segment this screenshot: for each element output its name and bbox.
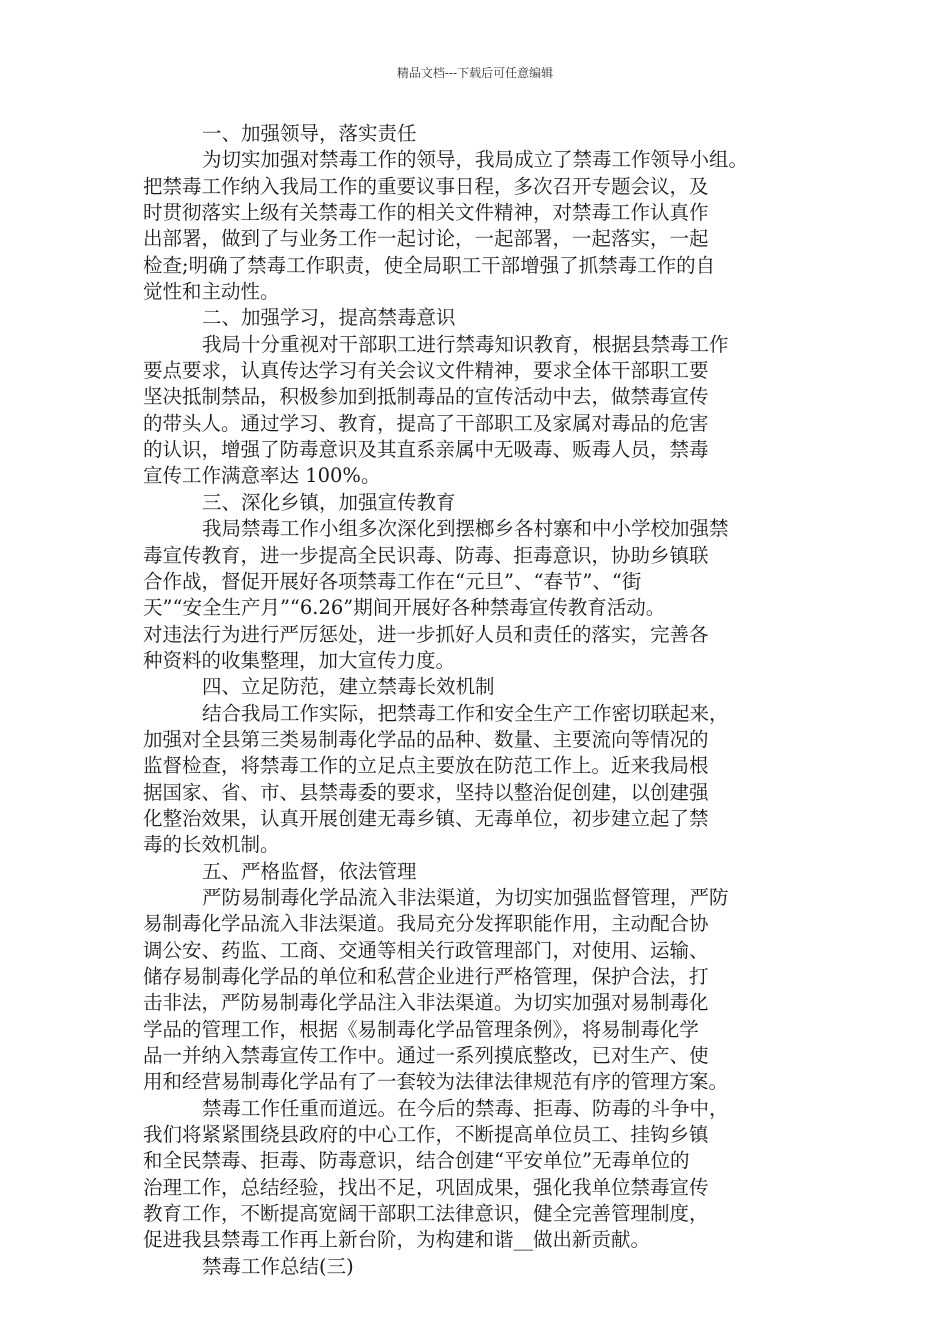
text-line: 合作战，督促开展好各项禁毒工作在“元旦”、“春节”、“街: [143, 569, 642, 593]
text-line: 易制毒化学品流入非法渠道。我局充分发挥职能作用，主动配合协: [143, 912, 709, 936]
text-line: 我局禁毒工作小组多次深化到摆榔乡各村寨和中小学校加强禁: [202, 517, 729, 541]
page-header: 精品文档---下载后可任意编辑: [396, 66, 554, 80]
text-line: 种资料的收集整理，加大宣传力度。: [143, 648, 456, 672]
text-line: 教育工作，不断提高宽阔干部职工法律意识，健全完善管理制度，: [143, 1202, 709, 1226]
text-line: 一、加强领导，落实责任: [202, 122, 417, 145]
text-line: 调公安、药监、工商、交通等相关行政管理部门，对使用、运输、: [143, 938, 709, 962]
text-line: 对违法行为进行严厉惩处，进一步抓好人员和责任的落实，完善各: [143, 622, 709, 646]
text-line: 促进我县禁毒工作再上新台阶，为构建和谐__做出新贡献。: [143, 1228, 651, 1252]
text-line: 用和经营易制毒化学品有了一套较为法律法律规范有序的管理方案。: [143, 1070, 729, 1094]
text-line: 坚决抵制禁品，积极参加到抵制毒品的宣传活动中去，做禁毒宣传: [143, 385, 709, 409]
text-line: 为切实加强对禁毒工作的领导，我局成立了禁毒工作领导小组。: [202, 148, 749, 172]
text-line: 四、立足防范，建立禁毒长效机制: [202, 675, 495, 699]
text-line: 毒的长效机制。: [143, 833, 280, 857]
text-line: 严防易制毒化学品流入非法渠道，为切实加强监督管理，严防: [202, 885, 729, 909]
text-line: 要点要求，认真传达学习有关会议文件精神，要求全体干部职工要: [143, 359, 709, 383]
text-line: 品一并纳入禁毒宣传工作中。通过一系列摸底整改，已对生产、使: [143, 1044, 709, 1068]
text-line: 据国家、省、市、县禁毒委的要求，坚持以整治促创建，以创建强: [143, 780, 709, 804]
text-line: 把禁毒工作纳入我局工作的重要议事日程，多次召开专题会议，及: [143, 174, 709, 198]
text-line: 天”“安全生产月”“6.26”期间开展好各种禁毒宣传教育活动。: [143, 596, 666, 620]
text-line: 击非法，严防易制毒化学品注入非法渠道。为切实加强对易制毒化: [143, 991, 709, 1015]
text-line: 毒宣传教育，进一步提高全民识毒、防毒、拒毒意识，协助乡镇联: [143, 543, 709, 567]
text-line: 治理工作，总结经验，找出不足，巩固成果，强化我单位禁毒宣传: [143, 1175, 709, 1199]
text-line: 加强对全县第三类易制毒化学品的品种、数量、主要流向等情况的: [143, 727, 709, 751]
text-line: 出部署，做到了与业务工作一起讨论，一起部署，一起落实，一起: [143, 227, 709, 251]
text-line: 的带头人。通过学习、教育，提高了干部职工及家属对毒品的危害: [143, 411, 709, 435]
text-line: 五、严格监督，依法管理: [202, 859, 417, 883]
text-line: 禁毒工作任重而道远。在今后的禁毒、拒毒、防毒的斗争中，: [202, 1096, 729, 1120]
text-line: 我局十分重视对干部职工进行禁毒知识教育，根据县禁毒工作: [202, 332, 729, 356]
text-line: 觉性和主动性。: [143, 280, 280, 304]
text-line: 时贯彻落实上级有关禁毒工作的相关文件精神，对禁毒工作认真作: [143, 201, 709, 225]
text-line: 储存易制毒化学品的单位和私营企业进行严格管理，保护合法，打: [143, 965, 709, 988]
text-line: 三、深化乡镇，加强宣传教育: [202, 490, 456, 514]
text-line: 结合我局工作实际，把禁毒工作和安全生产工作密切联起来，: [202, 701, 729, 725]
document-body: [143, 121, 815, 1280]
text-line: 二、加强学习，提高禁毒意识: [202, 306, 456, 330]
text-line: 的认识，增强了防毒意识及其直系亲属中无吸毒、贩毒人员，禁毒: [143, 438, 709, 462]
text-line: 学品的管理工作，根据《易制毒化学品管理条例》，将易制毒化学: [143, 1017, 699, 1041]
text-line: 宣传工作满意率达 100%。: [143, 464, 381, 488]
text-line: 禁毒工作总结(三): [202, 1254, 354, 1278]
text-line: 化整治效果，认真开展创建无毒乡镇、无毒单位，初步建立起了禁: [143, 806, 709, 830]
text-line: 我们将紧紧围绕县政府的中心工作，不断提高单位员工、挂钩乡镇: [143, 1123, 709, 1147]
text-line: 和全民禁毒、拒毒、防毒意识，结合创建“平安单位”无毒单位的: [143, 1149, 690, 1173]
text-line: 检查;明确了禁毒工作职责，使全局职工干部增强了抓禁毒工作的自: [143, 253, 716, 277]
text-line: 监督检查，将禁毒工作的立足点主要放在防范工作上。近来我局根: [143, 754, 709, 778]
